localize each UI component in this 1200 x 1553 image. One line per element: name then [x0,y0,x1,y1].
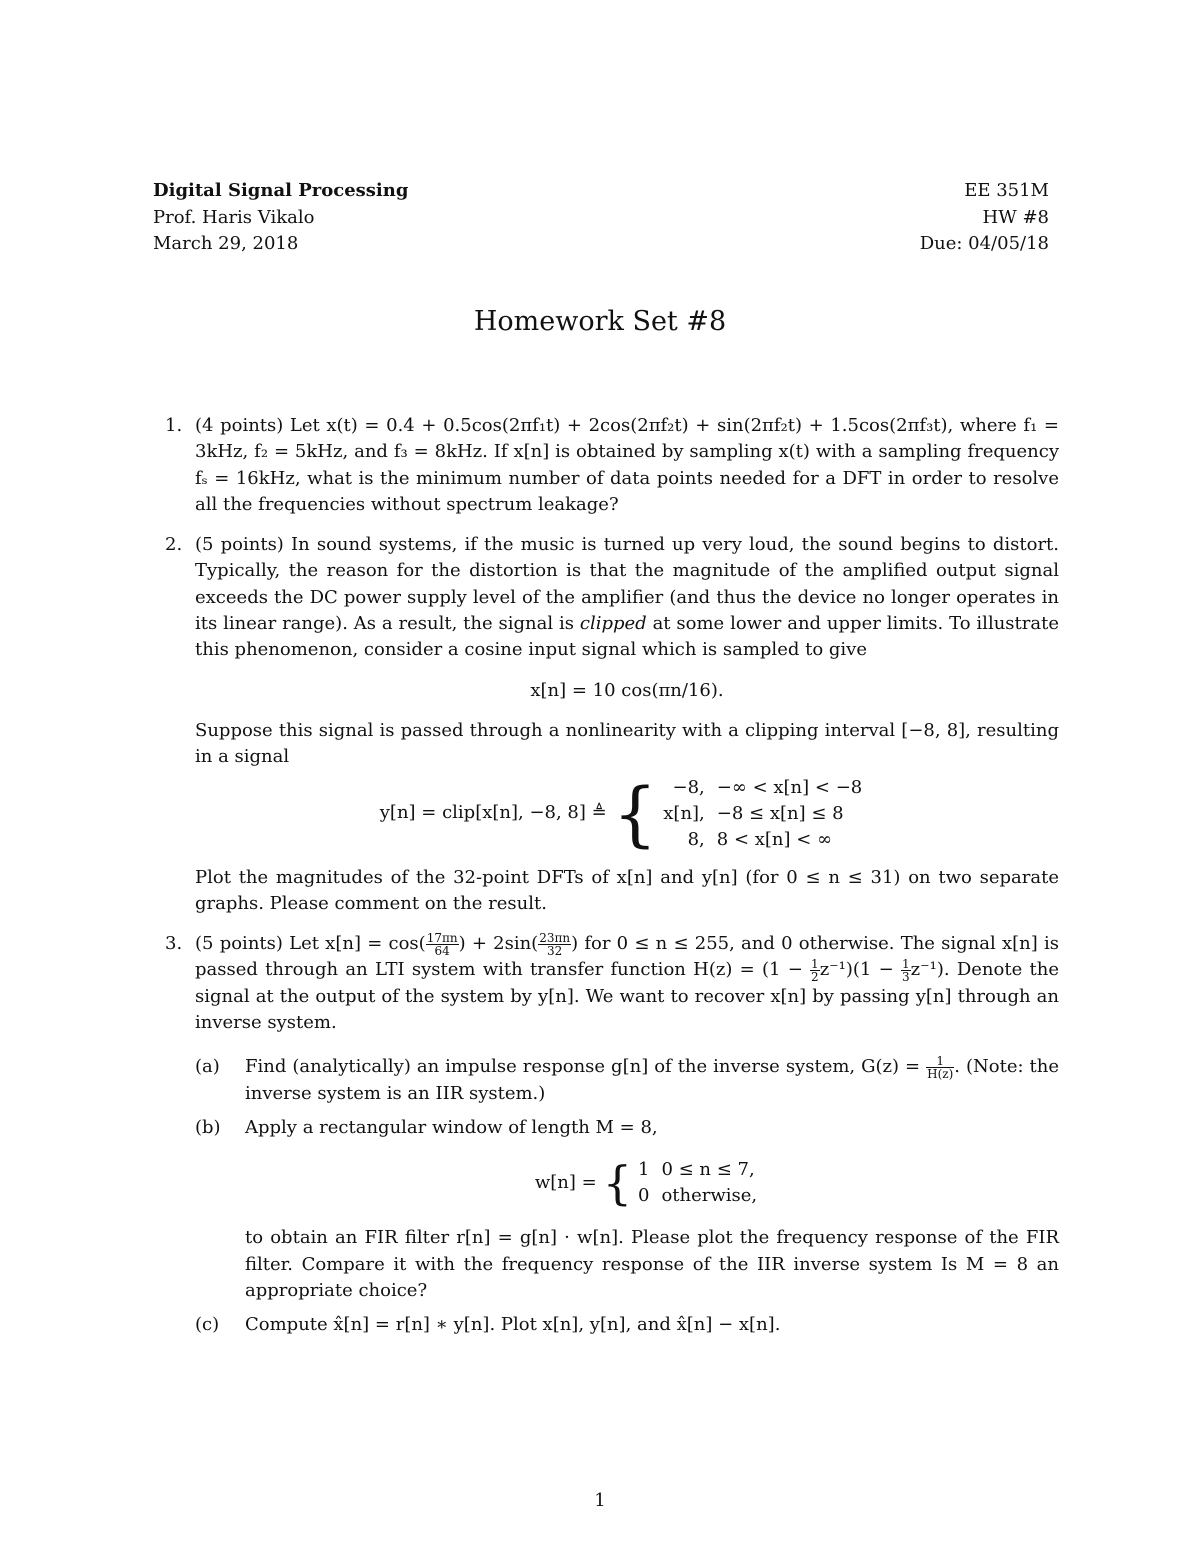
case-condition: −∞ < x[n] < −8 [716,776,863,798]
problem-number: 2. [165,534,183,556]
case-value: −8, [672,776,705,798]
problem-outro: Plot the magnitudes of the 32-point DFTs of x[n] and y[n] (for 0 ≤ n ≤ 31) on two separate graphs. Please comment on the result. [195,866,1059,914]
professor-name: Prof. Haris Vikalo [153,206,315,228]
case-rows [638,1157,769,1209]
due-date: Due: 04/05/18 [919,233,1049,254]
intro-part-a: (5 points) In sound systems, if the music is turned up very loud, the sound begins to distort. Typically, the reason for the distortion is that the magnitude of the amplified output signal exceeds the DC power supply level of the amplifier (and thus the device no longer operates in its linear range). As a result, the signal is [195,534,1059,635]
statement-part: z⁻¹)(1 − [819,959,894,981]
case-condition: 8 < x[n] < ∞ [716,828,833,850]
problem-list [153,413,1059,1338]
case-value: x[n], [663,802,705,824]
subproblem-a [195,1054,1059,1107]
subproblem-label: (a) [195,1056,220,1078]
problem-number: 1. [165,415,183,436]
subproblem-part: Find (analytically) an impulse response g[n] of the inverse system, G(z) = [245,1056,921,1078]
clip-lhs: y[n] = clip[x[n], −8, 8] ≜ [379,802,607,824]
fraction [810,958,820,983]
equation-x: x[n] = 10 cos(πn/16). [530,679,724,701]
page-title: Homework Set #8 [473,306,727,337]
problem-2 [153,532,1059,917]
statement-part: (5 points) Let x[n] = cos( [195,933,426,955]
subproblem-label: (c) [195,1314,220,1336]
equation-window [245,1157,1059,1209]
fraction-numerator: 23πn [539,930,571,945]
course-code: EE 351M [964,180,1049,201]
case-condition: otherwise, [661,1185,758,1207]
fraction-numerator: 1 [926,1055,954,1068]
statement-part: ) + 2sin( [458,933,539,955]
case-rows [663,775,874,853]
subproblem-part: . (Note: the inverse system is an IIR system.) [245,1056,1060,1104]
problem-number: 3. [165,933,183,955]
page-number: 1 [594,1490,606,1511]
problem-middle: Suppose this signal is passed through a nonlinearity with a clipping interval [−8, 8], resulting in a signal [195,719,1059,768]
left-brace-icon: { [612,772,658,855]
fraction [538,932,571,957]
statement-part: ) for 0 ≤ n ≤ 255, and 0 otherwise. The signal x[n] is passed through an LTI system with transfer function H(z) = (1 − [195,933,1059,981]
homework-number: HW #8 [982,206,1049,228]
case-value: 0 [637,1185,650,1207]
fraction-denominator: 64 [434,943,450,958]
header-left [153,178,408,258]
problem-intro [195,532,1059,663]
subproblem-text [245,1054,1059,1107]
clipped-term: clipped [579,613,647,635]
fraction-denominator: 3 [902,969,910,984]
window-lhs: w[n] = [534,1172,597,1194]
equation-clip [195,772,1059,855]
fraction-numerator: 1 [811,956,819,971]
subproblem-text: Compute x̂[n] = r[n] ∗ y[n]. Plot x[n], y[n], and x̂[n] − x[n]. [245,1314,781,1336]
case-condition: 0 ≤ n ≤ 7, [661,1159,755,1181]
fraction [901,958,911,983]
case-row [638,1157,769,1183]
fraction-denominator: H(z) [927,1066,954,1081]
problem-text: (4 points) Let x(t) = 0.4 + 0.5cos(2πf₁t) + 2cos(2πf₂t) + sin(2πf₂t) + 1.5cos(2πf₃t), where f₁ = 3kHz, f₂ = 5kHz, and f₃ = 8kHz. If x[n] is obtained by sampling x(t) with a sampling frequency fₛ = 16kHz, what is the minimum number of data points needed for a DFT in order to resolve all the frequencies without spectrum leakage? [195,415,1059,515]
subproblem-text-continued: to obtain an FIR filter r[n] = g[n] · w[n]. Please plot the frequency response of the FIR filter. Compare it with the frequency response of the IIR inverse system Is M = 8 an appropriate choice? [245,1227,1059,1301]
case-row [663,801,874,827]
case-row [663,827,874,853]
fraction-denominator: 2 [811,969,819,984]
problem-statement [195,931,1059,1036]
case-value: 1 [637,1159,650,1181]
clip-cases [379,772,874,855]
course-name: Digital Signal Processing [153,180,409,201]
fraction-denominator: 32 [546,943,563,958]
subproblem-text: Apply a rectangular window of length M = 8, [245,1116,658,1138]
problem-3 [153,931,1059,1338]
subproblem-b [195,1115,1059,1304]
window-cases [535,1157,769,1209]
fraction-numerator: 17πn [426,930,458,945]
left-brace-icon: { [602,1156,632,1211]
subproblem-label: (b) [195,1116,221,1138]
statement-part: z⁻¹). Denote the signal at the output of the system by y[n]. We want to recover x[n] by passing y[n] through an inverse system. [195,959,1059,1034]
issue-date: March 29, 2018 [153,233,299,254]
subproblem-c [195,1312,1059,1338]
case-condition: −8 ≤ x[n] ≤ 8 [716,802,844,824]
case-row [638,1183,769,1209]
fraction-numerator: 1 [902,956,910,971]
problem-1 [153,413,1059,518]
fraction [926,1055,954,1080]
case-row [663,775,874,801]
intro-part-b: at some lower and upper limits. To illustrate this phenomenon, consider a cosine input signal which is sampled to give [195,613,1059,661]
case-value: 8, [687,828,705,850]
header-right [920,178,1049,258]
fraction [426,932,459,957]
